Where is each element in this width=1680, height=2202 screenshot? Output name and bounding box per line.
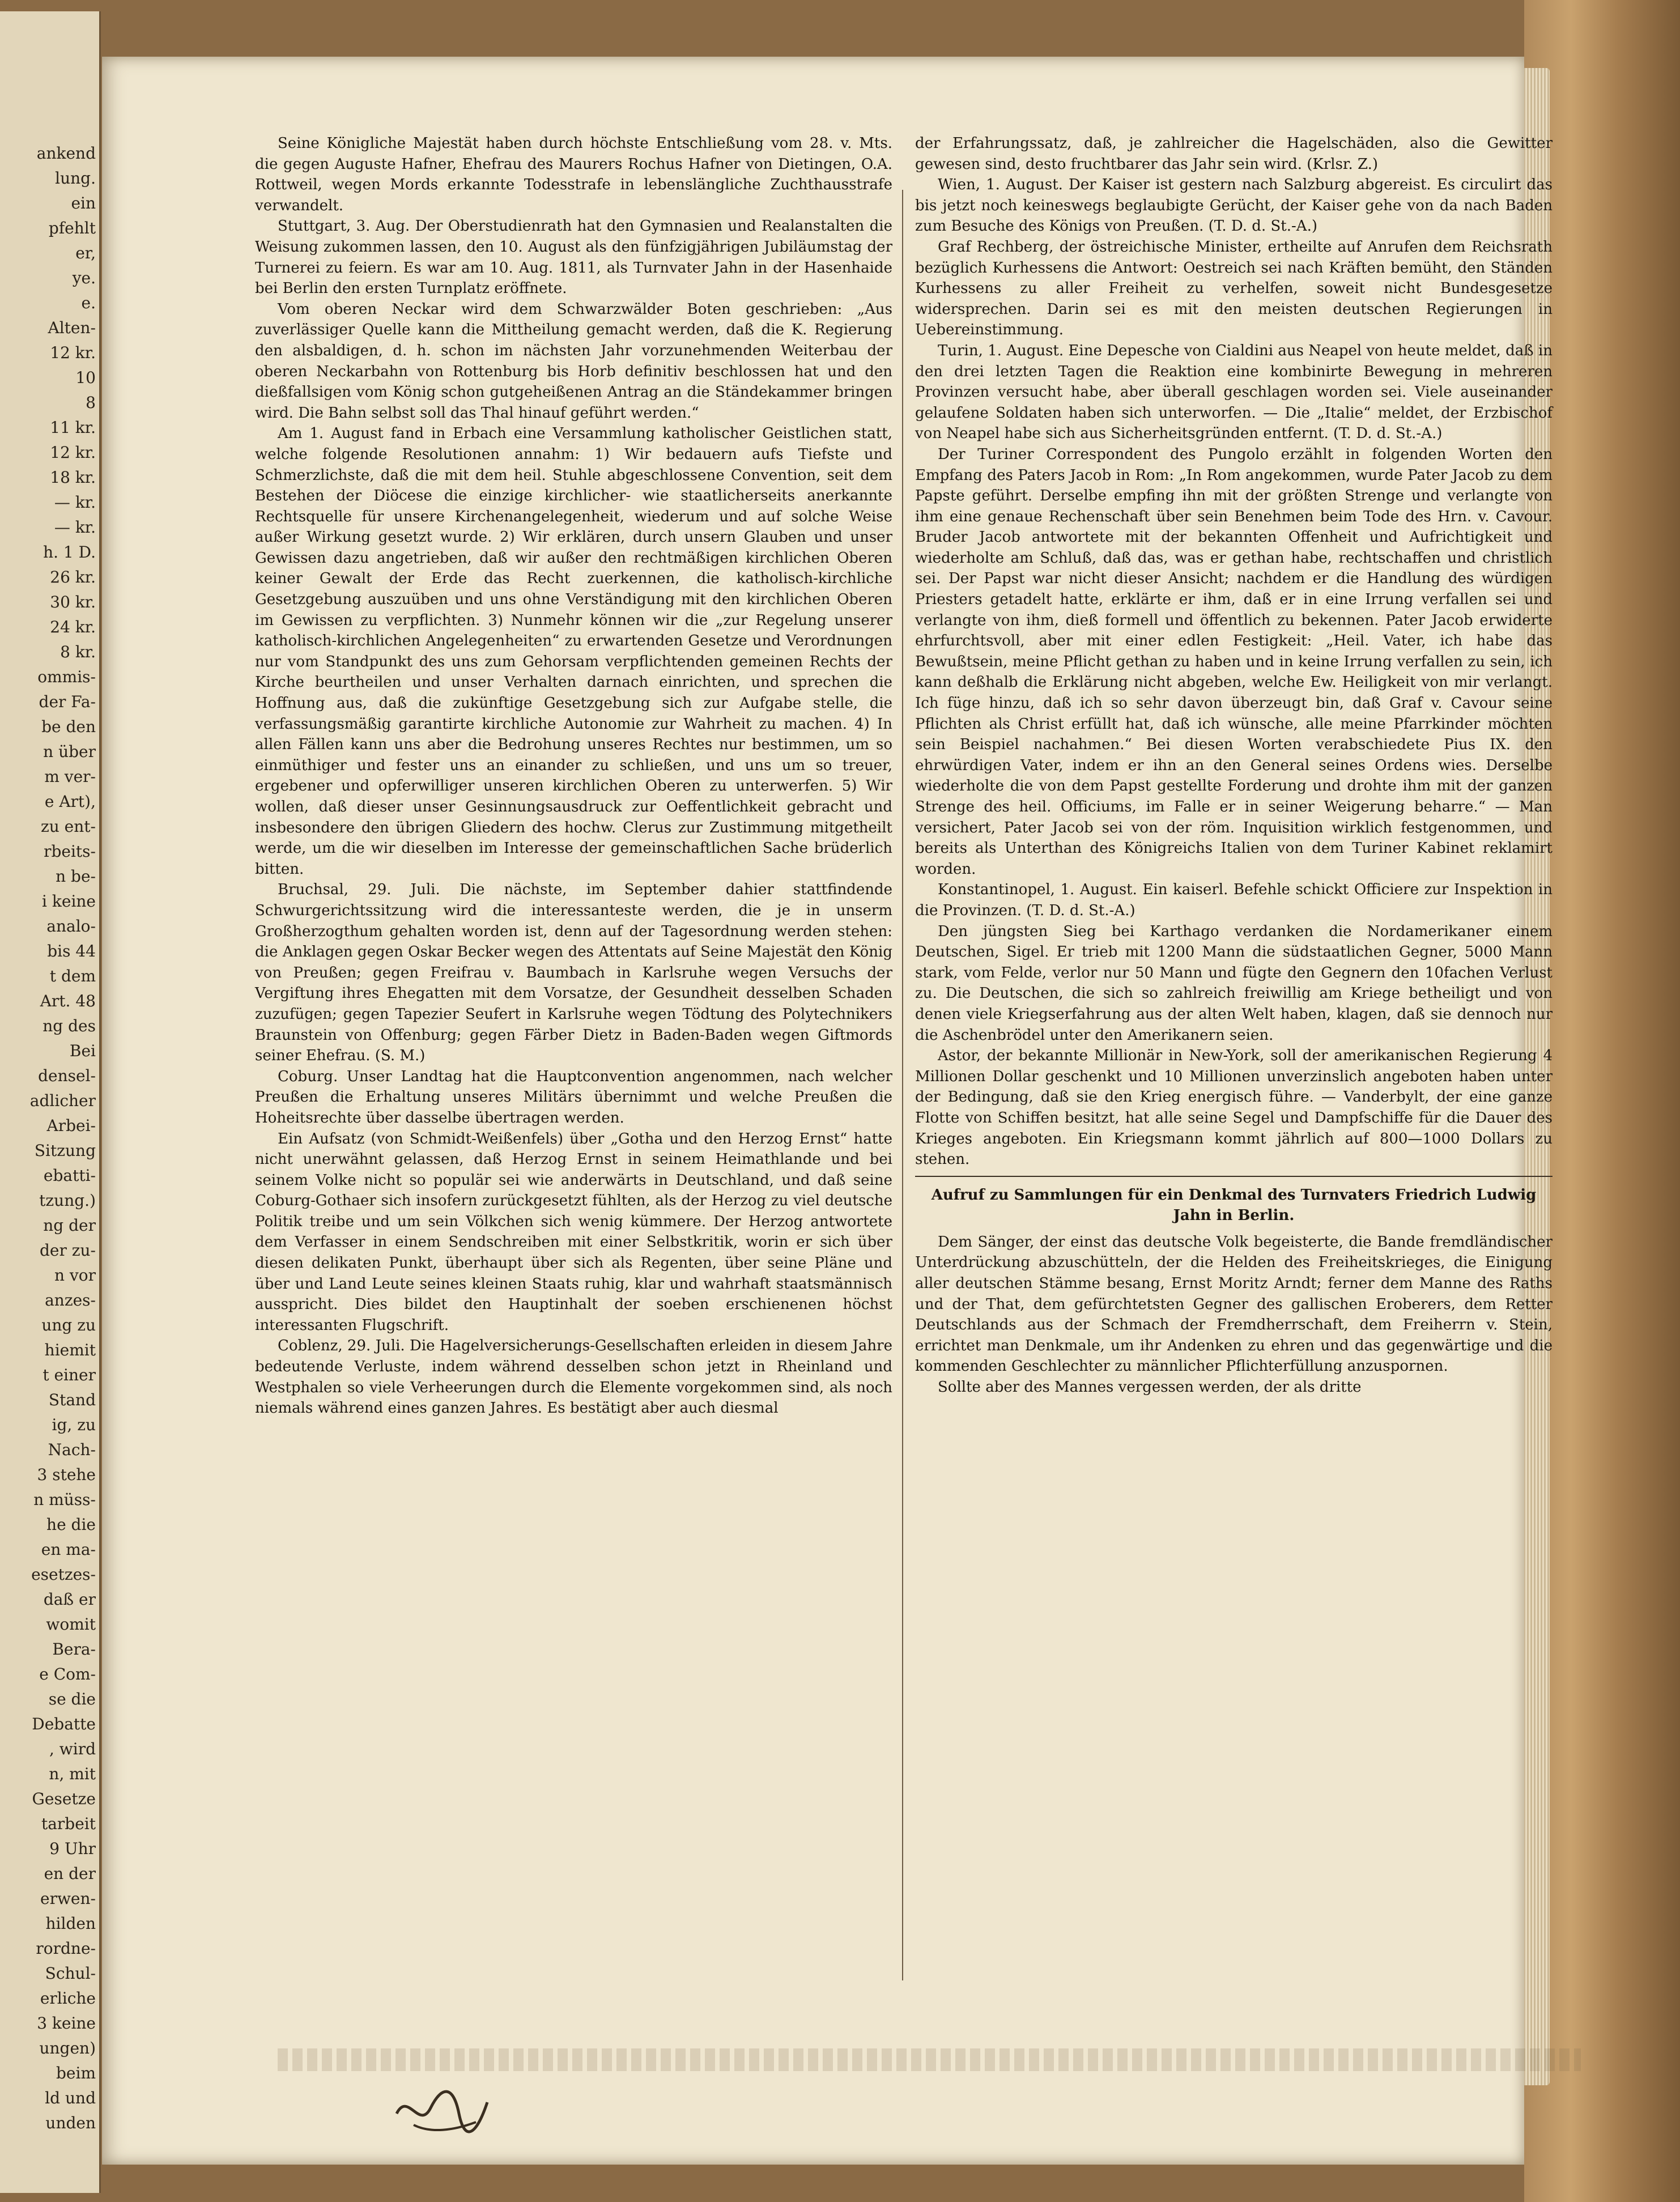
left-page-line: ng der (43, 1216, 96, 1235)
left-page-line: Art. 48 (40, 992, 96, 1010)
article-paragraph: Coburg. Unser Landtag hat die Hauptconvention angenommen, nach welcher Preußen die Erhaltung unseres Militärs übernimmt und welche Preußen die Hoheitsrechte über dasselbe übertragen werden. (255, 1068, 892, 1126)
left-page-line: Debatte (32, 1715, 96, 1733)
left-page-line: 3 keine (37, 2014, 96, 2033)
left-page-line: unden (45, 2114, 96, 2132)
left-page-line: — kr. (54, 493, 96, 512)
left-page-line: rordne- (36, 1939, 96, 1958)
column-left (255, 133, 892, 1419)
appeal-heading: Aufruf zu Sammlungen für ein Denkmal des Turnvaters Friedrich Ludwig Jahn in Berlin. (931, 1186, 1537, 1225)
left-page-line: 11 kr. (50, 418, 96, 437)
left-page-line: 18 kr. (50, 468, 96, 487)
left-page-line: 12 kr. (50, 343, 96, 362)
left-page-line: adlicher (29, 1091, 96, 1110)
article-paragraph: Astor, der bekannte Millionär in New-York, soll der amerikanischen Regierung 4 Millionen Dollar geschenkt und 10 Millionen unverzinslich angeboten haben unter der Bedingung, daß sie den Krieg energisch führe. — Vanderbylt, der eine ganze Flotte von Schiffen besitzt, hat alle seine Segel und Dampfschiffe für die Dauer des Krieges angeboten. Ein Kriegsmann kommt jährlich auf 800—1000 Dollars zu stehen. (915, 1047, 1553, 1168)
left-page-line: ungen) (39, 2039, 96, 2058)
article-paragraph: Konstantinopel, 1. August. Ein kaiserl. Befehle schickt Officiere zur Inspektion in die Provinzen. (T. D. d. St.-A.) (915, 881, 1553, 919)
article-paragraph: Turin, 1. August. Eine Depesche von Cialdini aus Neapel von heute meldet, daß in den drei letzten Tagen die Reaktion eine kombinirte Bewegung in mehreren Provinzen versucht habe, aber überall geschlagen worden sei. Viele auseinander gelaufene Soldaten haben sich unterworfen. — Die „Italie“ meldet, der Erzbischof von Neapel habe sich aus Sicherheitsgründen entfernt. (T. D. d. St.-A.) (915, 342, 1553, 443)
left-page-line: Arbei- (46, 1116, 96, 1135)
left-page-line: — kr. (54, 518, 96, 537)
left-page-line: en der (44, 1864, 96, 1883)
article-paragraph: Coblenz, 29. Juli. Die Hagelversicherungs-Gesellschaften erleiden in diesem Jahre bedeutende Verluste, indem während desselben schon jetzt in Rheinland und Westphalen so viele Verheerungen durch die Elemente vorgekommen sind, als noch niemals während eines ganzen Jahres. Es bestätigt aber auch diesmal (255, 1337, 892, 1417)
left-page-line: e Art), (44, 792, 96, 811)
appeal-paragraph: Dem Sänger, der einst das deutsche Volk begeisterte, die Bande fremdländischer Unterdrückung abzuschütteln, der die Helden des Freiheitskrieges, die Einigung aller deutschen Stämme besang, Ernst Moritz Arndt; ferner dem Manne des Raths und der That, dem gefürchtetsten Gegner des gallischen Eroberers, dem Retter Deutschlands aus der Schmach der Fremdherrschaft, dem Freiherrn v. Stein, errichtet man Denkmale, um ihr Andenken zu ehren und das gegenwärtige und die kommenden Geschlechter zu männlicher Pflichterfüllung anzuspornen. (915, 1233, 1553, 1375)
article-paragraph: der Erfahrungssatz, daß, je zahlreicher die Hagelschäden, also die Gewitter gewesen sind, desto fruchtbarer das Jahr sein wird. (Krlsr. Z.) (915, 135, 1553, 173)
left-page-line: womit (46, 1615, 96, 1634)
left-page-line: bis 44 (47, 942, 96, 960)
left-page-line: ebatti- (43, 1166, 96, 1185)
article-paragraph: Ein Aufsatz (von Schmidt-Weißenfels) über „Gotha und den Herzog Ernst“ hatte nicht unerwähnt gelassen, daß Herzog Ernst in seinem Heimathlande und bei seinem Volke nicht so populär sei wie anderwärts in Deutschland, und daß seine Coburg-Gothaer sich insofern zurückgesetzt fühlten, als der Herzog zu viel deutsche Politik treibe und um sein Völkchen sich wenig kümmere. Der Herzog antwortete dem Verfasser in einem Sendschreiben mit einer Selbstkritik, worin er sich über diesen delikaten Punkt, überhaupt über sich als Regenten, über seine Pläne und über und Land Leute seines kleinen Staats ruhig, klar und wahrhaft staatsmännisch ausspricht. Dies bildet den Hauptinhalt der soeben erschienenen höchst interessanten Flugschrift. (255, 1130, 892, 1334)
article-paragraph: Den jüngsten Sieg bei Karthago verdanken die Nordamerikaner einem Deutschen, Sigel. Er trieb mit 1200 Mann die südstaatlichen Gegner, 5000 Mann stark, vom Felde, verlor nur 50 Mann und fügte den Gegnern den 10fachen Verlust zu. Die Deutschen, die sich so zahlreich freiwillig am Kriege betheiligt und von denen viele Kriegserfahrung aus der alten Welt haben, klagen, daß sie dennoch nur die Aschenbrödel unter den Amerikanern seien. (915, 923, 1553, 1044)
left-page-line: ye. (72, 269, 96, 287)
appeal-paragraph: Sollte aber des Mannes vergessen werden, der als dritte (938, 1379, 1362, 1396)
left-page-line: se die (48, 1690, 96, 1708)
left-page-line: n über (43, 742, 96, 761)
left-page-line: ankend (36, 144, 96, 163)
left-page-line: t einer (42, 1366, 96, 1384)
left-page-line: anzes- (45, 1291, 96, 1310)
left-page-line: en ma- (41, 1540, 96, 1559)
left-page-line: Schul- (45, 1964, 96, 1983)
left-page-line: be den (41, 717, 96, 736)
left-page-line: 10 (75, 368, 96, 387)
article-paragraph: Wien, 1. August. Der Kaiser ist gestern nach Salzburg abgereist. Es circulirt das bis jetzt noch keineswegs beglaubigte Gerücht, der Kaiser gehe von da nach Baden zum Besuche des Königs von Preußen. (T. D. d. St.-A.) (915, 176, 1553, 235)
left-page-line: ld und (45, 2089, 96, 2107)
article-paragraph: Graf Rechberg, der östreichische Minister, ertheilte auf Anrufen dem Reichsrath bezüglich Kurhessens die Antwort: Oestreich sei nach Kräften bemüht, den Ständen Kurhessens zu aller Freiheit zu verhelfen, soweit nicht Bundesgesetze widersprechen. Darin sei es mit den meisten deutschen Regierungen in Uebereinstimmung. (915, 238, 1553, 339)
left-page-line: t dem (49, 967, 96, 985)
left-page-line: n müss- (33, 1490, 96, 1509)
left-page-line: ung zu (41, 1316, 96, 1334)
left-page-line: daß er (43, 1590, 96, 1609)
left-page-line: 30 kr. (50, 593, 96, 611)
article-paragraph: Seine Königliche Majestät haben durch höchste Entschließung vom 28. v. Mts. die gegen Auguste Hafner, Ehefrau des Maurers Rochus Hafner von Dietingen, O.A. Rottweil, wegen Mords erkannte Todesstrafe in lebenslängliche Zuchthausstrafe verwandelt. (255, 135, 892, 214)
article-paragraph: Stuttgart, 3. Aug. Der Oberstudienrath hat den Gymnasien und Realanstalten die Weisung zukommen lassen, den 10. August als den fünfzigjährigen Jubiläumstag der Turnerei zu feiern. Es war am 10. Aug. 1811, als Turnvater Jahn in der Hasenhaide bei Berlin den ersten Turnplatz eröffnete. (255, 218, 892, 297)
article-paragraph: Am 1. August fand in Erbach eine Versammlung katholischer Geistlichen statt, welche folgende Resolutionen annahm: 1) Wir bedauern aufs Tiefste und Schmerzlichste, daß die mit dem heil. Stuhle abgeschlossene Convention, seit dem Bestehen der Diöcese die einzige kirchlicher- wie staatlicherseits anerkannte Rechtsquelle für unsere Kirchenangelegenheit, wiederum und auf solche Weise außer Wirkung gesetzt wurde. 2) Wir erklären, durch unsern Glauben und unser Gewissen dazu angetrieben, daß wir außer den rechtmäßigen kirchlichen Oberen keiner Gewalt der Erde das Recht zuerkennen, die katholisch-kirchliche Gesetzgebung auszuüben und uns ohne Verständigung mit den kirchlichen Oberen im Gewissen zu verpflichten. 3) Nunmehr können wir die „zur Regelung unserer katholisch-kirchlichen Angelegenheiten“ zu erwartenden Gesetze und Verordnungen nur vom Standpunkt des uns zum Gehorsam verpflichtenden gemeinen Rechts der Kirche beurtheilen und unser Verhalten darnach einrichten, und sprechen die Hoffnung aus, daß die zukünftige Gesetzgebung sich zur Aufgabe stelle, die verfassungsmäßig garantirte kirchliche Autonomie zur Wahrheit zu machen. 4) In allen Fällen kann uns aber die Bedrohung unseres Rechtes nur bestimmen, um so einmüthiger und fester uns an einander zu schließen, und uns um so treuer, ergebener und opferwilliger unseren kirchlichen Oberen zu unterwerfen. 5) Wir wollen, daß dieser unser Gesinnungsausdruck zur Oeffentlichkeit gebracht und insbesondere den übrigen Gliedern des hochw. Clerus zur Zustimmung mitgetheilt werde, um die wir dieselben im Interesse der gemeinschaftlichen Sache brüderlich bitten. (255, 425, 892, 878)
left-page-line: erwen- (40, 1889, 96, 1908)
column-right (915, 133, 1553, 1398)
newspaper-page (102, 57, 1553, 2165)
left-page-line: ig, zu (52, 1415, 96, 1434)
left-page-line: 9 Uhr (49, 1839, 96, 1858)
left-page-line: zu ent- (40, 817, 96, 836)
left-page-line: Sitzung (34, 1141, 96, 1160)
left-page-line: 24 kr. (50, 618, 96, 636)
left-page-line: lung. (55, 169, 96, 188)
left-page-line: 3 stehe (37, 1465, 96, 1484)
left-page-line: tzung.) (39, 1191, 96, 1210)
article-paragraph: Bruchsal, 29. Juli. Die nächste, im September dahier stattfindende Schwurgerichtssitzung wird die interessanteste werden, die je in unserm Großherzogthum gehalten worden ist, denn auf der Tagesordnung werden stehen: die Anklagen gegen Oskar Becker wegen des Attentats auf Seine Majestät den König von Preußen; gegen Freifrau v. Baumbach in Karlsruhe wegen Versuchs der Vergiftung ihres Ehegatten mit dem Vorsatze, der Gesundheit desselben Schaden zuzufügen; gegen Tapezier Seufert in Karlsruhe wegen Tödtung des Polytechnikers Braunstein von Offenburg; gegen Färber Dietz in Baden-Baden wegen Giftmords seiner Ehefrau. (S. M.) (255, 881, 892, 1065)
left-page-line: der zu- (39, 1241, 96, 1260)
column-divider (902, 190, 903, 1980)
handwritten-mark (391, 2080, 493, 2142)
left-page-line: erliche (40, 1989, 96, 2008)
left-page-line: n be- (56, 867, 96, 886)
left-page-line: Stand (48, 1391, 96, 1409)
left-page-line: i keine (42, 892, 96, 911)
left-page-line: e. (81, 294, 96, 312)
left-page-line: Bei (69, 1042, 96, 1060)
left-page-line: analo- (46, 917, 96, 936)
left-page-line: Nach- (48, 1440, 96, 1459)
left-page-line: Bera- (52, 1640, 96, 1659)
left-page-line: he die (46, 1515, 96, 1534)
left-page-line: , wird (49, 1740, 96, 1758)
left-page-line: esetzes- (31, 1565, 96, 1584)
left-page-line: tarbeit (41, 1814, 96, 1833)
article-paragraph: Der Turiner Correspondent des Pungolo erzählt in folgenden Worten den Empfang des Paters Jacob in Rom: „In Rom angekommen, wurde Pater Jacob zu dem Papste geführt. Derselbe empfing ihn mit der größten Strenge und verlangte von ihm eine genaue Rechenschaft über sein Benehmen beim Tode des Hrn. v. Cavour. Bruder Jacob antwortete mit der bekannten Offenheit und Aufrichtigkeit und wiederholte am Schluß, daß das, was er gethan habe, rechtschaffen und christlich sei. Der Papst war nicht dieser Ansicht; nachdem er die Handlung des würdigen Priesters getadelt hatte, erklärte er ihm, daß er in eine Irrung verfallen sei und verlangte von ihm, dieß formell und öffentlich zu bekennen. Pater Jacob erwiderte ehrfurchtsvoll, aber mit einer edlen Festigkeit: „Heil. Vater, ich habe das Bewußtsein, meine Pflicht gethan zu haben und in keine Irrung verfallen zu sein, ich kann deßhalb die Erklärung nicht abgeben, welche Ew. Heiligkeit von mir verlangt. Ich füge hinzu, daß ich so sehr davon überzeugt bin, daß Graf v. Cavour seine Pflichten als Christ erfüllt hat, daß ich wünsche, alle meine Pfarrkinder möchten sein Beispiel nachahmen.“ Bei diesen Worten verabschiedete Pius IX. den ehrwürdigen Vater, indem er ihn an den General seines Ordens wies. Derselbe wiederholte die von dem Papst gestellte Forderung und drohte ihm mit der ganzen Strenge des heil. Officiums, im Falle er in seiner Weigerung beharre.“ — Man versichert, Pater Jacob sei von der röm. Inquisition wirklich festgenommen, und bereits als Unterthan des Königreichs Italien von dem Turiner Kabinet reklamirt worden. (915, 445, 1553, 878)
left-page-line: Alten- (48, 318, 96, 337)
left-page-line: beim (56, 2064, 96, 2082)
left-page-line: h. 1 D. (43, 543, 96, 562)
left-page-line: e Com- (39, 1665, 96, 1684)
left-page-line: ommis- (37, 668, 96, 686)
left-page-line: ng des (42, 1017, 96, 1035)
left-page-line: 26 kr. (50, 568, 96, 586)
left-page-line: 8 kr. (60, 643, 96, 661)
section-rule (915, 1176, 1553, 1177)
article-paragraph: Vom oberen Neckar wird dem Schwarzwälder Boten geschrieben: „Aus zuverlässiger Quelle kann die Mittheilung gemacht werden, daß die K. Regierung den alsbaldigen, d. h. schon im nächsten Jahr vorzunehmenden Weiterbau der oberen Neckarbahn von Rottenburg bis Horb definitiv beschlossen hat und den dießfallsigen vom König schon gutgeheißenen Antrag an die Ständekammer bringen wird. Die Bahn selbst soll das Thal hinauf geführt werden.“ (255, 300, 892, 422)
left-page-line: 8 (86, 393, 96, 412)
left-page-line: hiemit (44, 1341, 96, 1359)
left-page-line: n vor (54, 1266, 96, 1285)
left-page-line: ein (71, 194, 96, 212)
left-page-line: er, (75, 244, 96, 262)
bleed-through-line (278, 2048, 1581, 2071)
left-page-line: rbeits- (44, 842, 96, 861)
left-page-line: densel- (38, 1066, 96, 1085)
left-page-line: 12 kr. (50, 443, 96, 462)
left-page-line: Gesetze (32, 1789, 96, 1808)
left-page-line: der Fa- (39, 692, 96, 711)
left-page-line: pfehlt (48, 219, 96, 237)
left-page-line: n, mit (49, 1765, 96, 1783)
left-page-line: hilden (45, 1914, 96, 1933)
left-page-fragment (0, 11, 101, 2193)
left-page-line: m ver- (44, 767, 96, 786)
